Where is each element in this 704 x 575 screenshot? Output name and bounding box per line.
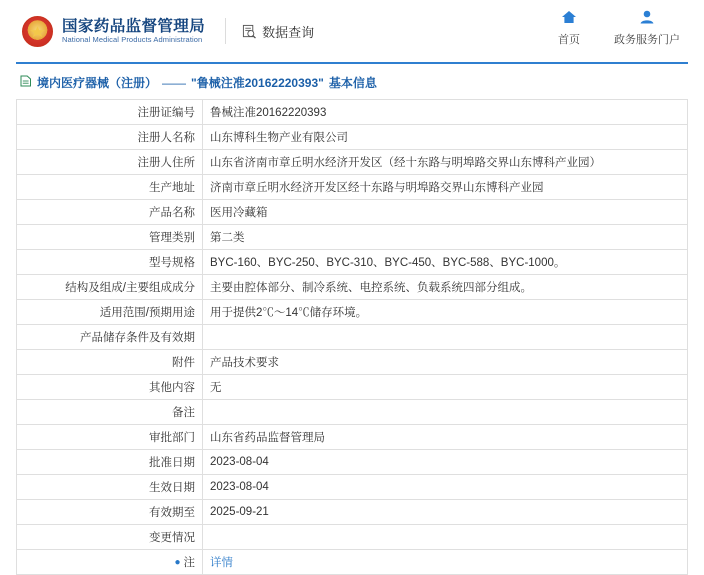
table-row	[17, 475, 688, 500]
system-name-block[interactable]	[242, 22, 314, 41]
table-row	[17, 300, 688, 325]
brand-logo[interactable]	[22, 16, 205, 47]
table-row	[17, 500, 688, 525]
breadcrumb	[0, 64, 704, 99]
table-row-value: 山东博科生物产业有限公司	[203, 125, 688, 150]
table-row	[17, 350, 688, 375]
table-row	[17, 250, 688, 275]
detail-link[interactable]: 详情	[210, 557, 233, 569]
table-row	[17, 525, 688, 550]
table-row-value: BYC-160、BYC-250、BYC-310、BYC-450、BYC-588、BYC-1000。	[203, 250, 688, 275]
brand-title-en: National Medical Products Administration	[62, 34, 203, 44]
registration-info-table	[16, 99, 688, 575]
table-row	[17, 100, 688, 125]
table-row	[17, 325, 688, 350]
table-row-value: 产品技术要求	[203, 350, 688, 375]
table-row	[17, 425, 688, 450]
national-emblem-icon	[22, 16, 53, 47]
table-row-key: 注册证编号	[17, 100, 203, 125]
table-row-key: 型号规格	[17, 250, 203, 275]
table-row-key-label: 注	[183, 557, 195, 569]
table-row-value: 济南市章丘明水经济开发区经十东路与明埠路交界山东博科产业园	[203, 175, 688, 200]
home-icon	[561, 10, 577, 28]
table-row	[17, 275, 688, 300]
table-row-value: 山东省药品监督管理局	[203, 425, 688, 450]
table-row-key: 注册人名称	[17, 125, 203, 150]
nav-item-portal[interactable]	[614, 10, 680, 47]
table-row-value: 2023-08-04	[203, 450, 688, 475]
table-row-key: 备注	[17, 400, 203, 425]
table-row-key: 结构及组成/主要组成成分	[17, 275, 203, 300]
breadcrumb-separator: ——	[162, 75, 187, 90]
table-row-key: 审批部门	[17, 425, 203, 450]
table-row-key: 变更情况	[17, 525, 203, 550]
table-row	[17, 400, 688, 425]
page-header	[0, 0, 704, 62]
table-row	[17, 550, 688, 575]
system-name-label: 数据查询	[262, 24, 315, 40]
table-row-value	[203, 525, 688, 550]
table-row-value	[203, 400, 688, 425]
breadcrumb-suffix: 基本信息	[328, 76, 377, 90]
breadcrumb-category[interactable]: 境内医疗器械（注册）	[37, 76, 158, 90]
header-divider	[225, 18, 226, 44]
table-row	[17, 200, 688, 225]
header-nav	[558, 10, 680, 47]
table-row-value: 无	[203, 375, 688, 400]
table-row-value: 2025-09-21	[203, 500, 688, 525]
table-row-key: 管理类别	[17, 225, 203, 250]
table-row-value: 2023-08-04	[203, 475, 688, 500]
table-row-key	[17, 550, 203, 575]
table-row-value: 主要由腔体部分、制冷系统、电控系统、负载系统四部分组成。	[203, 275, 688, 300]
table-row	[17, 150, 688, 175]
table-row-value: 山东省济南市章丘明水经济开发区（经十东路与明埠路交界山东博科产业园）	[203, 150, 688, 175]
table-row-key: 适用范围/预期用途	[17, 300, 203, 325]
table-row-key: 附件	[17, 350, 203, 375]
table-row-value: 第二类	[203, 225, 688, 250]
table-row	[17, 175, 688, 200]
table-row	[17, 125, 688, 150]
table-row-value[interactable]	[203, 550, 688, 575]
table-row-value: 鲁械注准20162220393	[203, 100, 688, 125]
table-row-key: 产品名称	[17, 200, 203, 225]
table-row-key: 其他内容	[17, 375, 203, 400]
table-row	[17, 375, 688, 400]
table-row-value: 用于提供2℃～14℃储存环境。	[203, 300, 688, 325]
info-table-wrapper	[0, 99, 704, 575]
nav-item-home[interactable]	[558, 10, 580, 47]
brand-text	[62, 18, 205, 45]
table-row-key: 注册人住所	[17, 150, 203, 175]
document-icon	[20, 75, 32, 90]
brand-title-cn: 国家药品监督管理局	[62, 17, 206, 35]
table-row	[17, 225, 688, 250]
nav-item-home-label: 首页	[558, 34, 580, 46]
table-row-value	[203, 325, 688, 350]
breadcrumb-record: "鲁械注准20162220393"	[191, 76, 324, 90]
nav-item-portal-label: 政务服务门户	[614, 34, 680, 46]
table-row	[17, 450, 688, 475]
table-row-value: 医用冷藏箱	[203, 200, 688, 225]
table-row-key: 生产地址	[17, 175, 203, 200]
table-row-key: 有效期至	[17, 500, 203, 525]
bullet-dot-icon: ●	[174, 556, 181, 568]
table-row-key: 产品储存条件及有效期	[17, 325, 203, 350]
search-document-icon	[242, 24, 257, 39]
table-row-key: 批准日期	[17, 450, 203, 475]
user-icon	[639, 10, 655, 28]
table-row-key: 生效日期	[17, 475, 203, 500]
